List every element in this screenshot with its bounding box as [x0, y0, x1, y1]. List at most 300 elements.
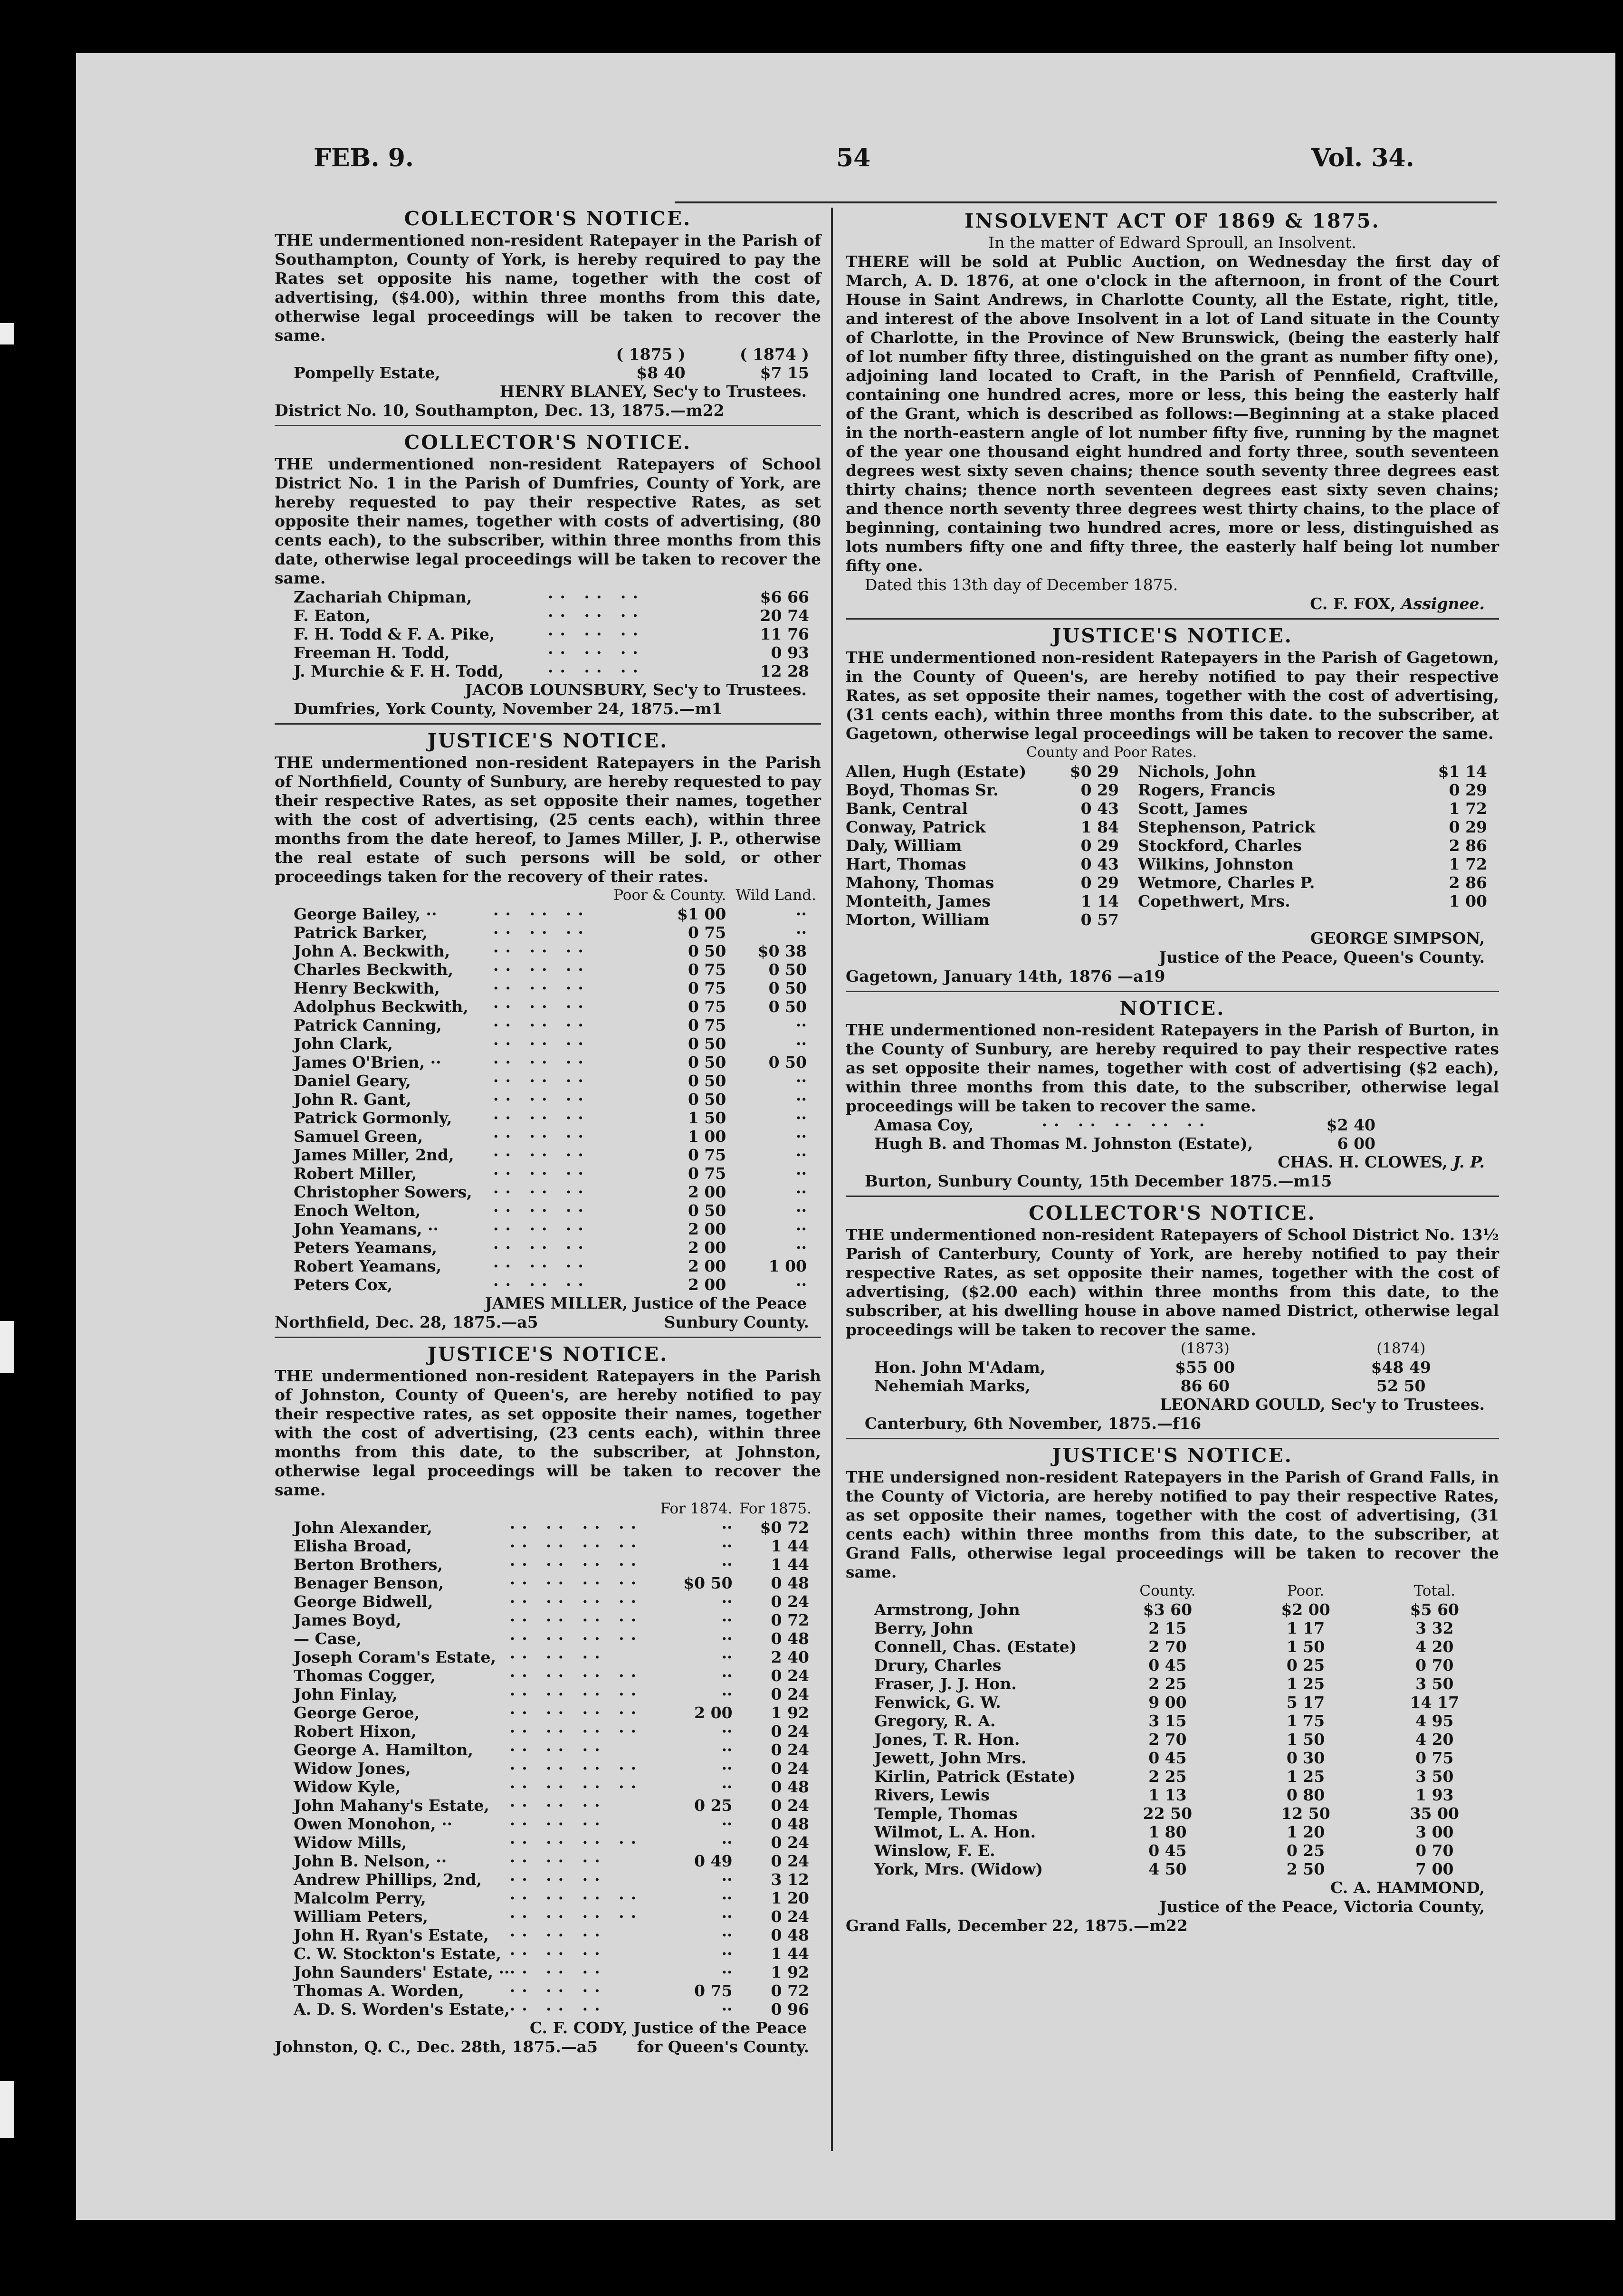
ratepayer-name: Patrick Barker,	[294, 923, 428, 942]
poor-county-rate: 0 50	[687, 1034, 726, 1053]
ratepayer-name: George Bidwell,	[294, 1592, 433, 1611]
notice-county: for Queen's County.	[637, 2038, 809, 2056]
wild-land-rate: ··	[796, 1164, 807, 1183]
rate-1874: ··	[721, 1926, 733, 1944]
rate-amount: 1 84	[1080, 818, 1119, 836]
rate-amount: 0 29	[1080, 836, 1119, 855]
ratepayer-name: James Boyd,	[294, 1611, 401, 1629]
ratepayer-name: John Saunders' Estate, ··	[294, 1963, 510, 1981]
ratepayer-name: Peters Cox,	[294, 1275, 393, 1294]
table-row	[275, 1071, 821, 1090]
ratepayer-name: Allen, Hugh (Estate)	[846, 762, 1027, 781]
rate-1874: ··	[721, 1870, 733, 1889]
wild-land-rate: ··	[796, 923, 807, 942]
rate-1873: $55 00	[1175, 1358, 1235, 1377]
rate-1873: 86 60	[1180, 1377, 1230, 1395]
newspaper-page	[76, 53, 1615, 2220]
table-row	[846, 836, 1499, 855]
poor-county-rate: 1 50	[687, 1109, 726, 1127]
wild-land-rate: ··	[796, 1034, 807, 1053]
table-row	[846, 1730, 1499, 1749]
leader-dots: ·· ·· ·· ··	[509, 1574, 643, 1592]
table-row	[846, 1860, 1499, 1878]
notice-body: THE undersigned non-resident Ratepayers in the Parish of Grand Falls, in the County of Victoria, are hereby notified to pay their respective Rates, as set opposite their names, together with the cost of advertising, (31 cents each) within three months from this date, to the subscriber, at Grand Falls, otherwise legal proceedings will be taken to recover the same.	[846, 1468, 1499, 1581]
rate-1874: ··	[721, 1778, 733, 1796]
leader-dots: ·· ·· ··	[493, 1146, 590, 1164]
table-row	[846, 1600, 1499, 1619]
leader-dots: ·· ·· ·· ··	[509, 1889, 643, 1907]
poor-county-rate: $1 00	[677, 905, 726, 923]
table-row	[846, 1134, 1499, 1153]
ratepayer-name: John Alexander,	[294, 1518, 432, 1537]
ratepayer-name: Temple, Thomas	[874, 1804, 1018, 1823]
ratepayer-name: Winslow, F. E.	[874, 1841, 995, 1860]
total-rate: 0 75	[1415, 1749, 1454, 1767]
rates-table	[275, 588, 821, 680]
poor-county-rate: 0 50	[687, 1053, 726, 1071]
wild-land-rate: ··	[796, 1016, 807, 1034]
poor-county-rate: 2 00	[687, 1275, 726, 1294]
county-rate: 2 25	[1148, 1767, 1187, 1786]
rate-amount: 0 29	[1449, 781, 1487, 799]
table-row	[275, 1833, 821, 1852]
leader-dots: ·· ·· ··	[493, 997, 590, 1016]
wild-land-rate: ··	[796, 1109, 807, 1127]
rate-1875: 0 24	[771, 1685, 809, 1703]
county-rate: 22 50	[1143, 1804, 1193, 1823]
ratepayer-name: Christopher Sowers,	[294, 1183, 472, 1201]
leader-dots: ·· ·· ··	[493, 979, 590, 997]
column-divider	[831, 208, 833, 2151]
total-rate: 3 50	[1415, 1767, 1454, 1786]
wild-land-rate: $0 38	[757, 942, 807, 960]
total-rate: 4 95	[1415, 1712, 1454, 1730]
table-row	[275, 1555, 821, 1574]
column-header-1875: ( 1875 )	[616, 345, 686, 364]
leader-dots: ·· ·· ·· ··	[509, 1778, 643, 1796]
wild-land-rate: ··	[796, 1238, 807, 1257]
rate-amount: 2 86	[1449, 836, 1487, 855]
ratepayer-name: Fraser, J. J. Hon.	[874, 1674, 1017, 1693]
total-rate: 14 17	[1410, 1693, 1459, 1712]
rate-1874: 2 00	[694, 1703, 733, 1722]
gagetown-justices-notice	[846, 624, 1499, 992]
table-row	[275, 1109, 821, 1127]
rate-1874: ··	[721, 1944, 733, 1963]
county-rate: 2 15	[1148, 1619, 1187, 1637]
ratepayer-name: John B. Nelson, ··	[294, 1852, 447, 1870]
rate-1874: 0 25	[694, 1796, 733, 1815]
dumfries-collectors-notice	[275, 431, 821, 725]
ratepayer-name: Owen Monohon, ··	[294, 1815, 453, 1833]
ratepayer-name: Andrew Phillips, 2nd,	[294, 1870, 482, 1889]
notice-title: JUSTICE'S NOTICE.	[1052, 624, 1293, 647]
ratepayer-name: Wilkins, Johnston	[1138, 855, 1294, 873]
rate-1874: ··	[721, 1907, 733, 1926]
wild-land-rate: 1 00	[768, 1257, 807, 1275]
table-row	[275, 1889, 821, 1907]
ratepayer-name: James Miller, 2nd,	[294, 1146, 454, 1164]
table-row	[275, 588, 821, 606]
rate-1874: ··	[721, 1722, 733, 1741]
table-row	[275, 1703, 821, 1722]
county-rate: 0 45	[1148, 1841, 1187, 1860]
ratepayer-name: F. H. Todd & F. A. Pike,	[294, 625, 495, 643]
poor-rate: 1 50	[1286, 1637, 1325, 1656]
table-row	[275, 1127, 821, 1146]
column-header-1873: (1873)	[1180, 1340, 1230, 1357]
column-header-total: Total.	[1413, 1582, 1456, 1599]
rate-1875: 0 72	[771, 1981, 809, 2000]
notice-signature: JACOB LOUNSBURY, Sec'y to Trustees.	[465, 680, 807, 699]
wild-land-rate: ··	[796, 1071, 807, 1090]
poor-county-rate: 0 75	[687, 979, 726, 997]
right-column	[846, 208, 1499, 1945]
leader-dots: ·· ·· ··	[509, 1852, 607, 1870]
ratepayer-name: John Yeamans, ··	[294, 1220, 439, 1238]
leader-dots: ·· ·· ··	[509, 1926, 607, 1944]
ratepayer-name: — Case,	[294, 1629, 362, 1648]
notice-title: COLLECTOR'S NOTICE.	[404, 431, 692, 454]
header-rule	[675, 201, 1497, 203]
table-row	[846, 1358, 1499, 1377]
notice-body: THE undermentioned non-resident Ratepayers in the Parish of Burton, in the County of Sunbury, are hereby required to pay their respective rates as set opposite their names, together with cost of advertising ($2 each), within three months from this date, to the subscriber, otherwise legal proceedings will be taken to recover the same.	[846, 1021, 1499, 1115]
ratepayer-name: Enoch Welton,	[294, 1201, 421, 1220]
southampton-collectors-notice	[275, 207, 821, 426]
table-row	[275, 1666, 821, 1685]
ratepayer-name: Bank, Central	[846, 799, 968, 818]
rate-1874: ··	[721, 1555, 733, 1574]
rate-amount: 0 29	[1080, 873, 1119, 892]
wild-land-rate: 0 50	[768, 979, 807, 997]
poor-rate: 0 80	[1286, 1786, 1325, 1804]
rates-table	[275, 1500, 821, 2019]
ratepayer-name: John A. Beckwith,	[294, 942, 450, 960]
ratepayer-name: Armstrong, John	[874, 1600, 1020, 1619]
notice-place-date: Canterbury, 6th November, 1875.—f16	[865, 1414, 1202, 1433]
rate-1875: 0 24	[771, 1833, 809, 1852]
table-row	[846, 799, 1499, 818]
table-row	[846, 1674, 1499, 1693]
ratepayer-name: York, Mrs. (Widow)	[874, 1860, 1043, 1878]
table-row	[275, 1648, 821, 1666]
table-row	[846, 1619, 1499, 1637]
wild-land-rate: 0 50	[768, 1053, 807, 1071]
ratepayer-name: Peters Yeamans,	[294, 1238, 438, 1257]
notice-body: THE undermentioned non-resident Ratepayers in the Parish of Johnston, County of Queen's, are hereby notified to pay their respective rates, as set opposite their names, together with the cost of advertising, (23 cents each), within three months from this date, to the subscriber, at Johnston, otherwise legal proceedings will be taken to recover the same.	[275, 1367, 821, 1499]
notice-place-date: Grand Falls, December 22, 1875.—m22	[846, 1916, 1188, 1935]
rate-1875: 0 24	[771, 1759, 809, 1778]
rate-1875: 0 48	[771, 1778, 809, 1796]
leader-dots: ·· ·· ··	[493, 923, 590, 942]
signature-name: C. F. FOX,	[1310, 594, 1396, 613]
signature-name: CHAS. H. CLOWES,	[1278, 1153, 1448, 1171]
ratepayer-name: John H. Ryan's Estate,	[294, 1926, 489, 1944]
ratepayer-name: William Peters,	[294, 1907, 429, 1926]
total-rate: 3 00	[1415, 1823, 1454, 1841]
leader-dots: ·· ·· ·· ·· ··	[1041, 1116, 1212, 1134]
table-row	[275, 997, 821, 1016]
table-row	[275, 1238, 821, 1257]
ratepayer-name: Drury, Charles	[874, 1656, 1002, 1674]
wild-land-rate: ··	[796, 1275, 807, 1294]
notice-signature: HENRY BLANEY, Sec'y to Trustees.	[499, 382, 807, 401]
ratepayer-name: Gregory, R. A.	[874, 1712, 996, 1730]
county-rate: 3 15	[1148, 1712, 1187, 1730]
ratepayer-name: Henry Beckwith,	[294, 979, 440, 997]
leader-dots: ·· ·· ·· ··	[509, 1833, 643, 1852]
ratepayer-name: Hugh B. and Thomas M. Johnston (Estate),	[874, 1134, 1253, 1153]
notice-place-date: Dumfries, York County, November 24, 1875.—m1	[294, 699, 723, 718]
leader-dots: ·· ·· ·· ··	[509, 1759, 643, 1778]
rate-1875: 0 72	[771, 1611, 809, 1629]
notice-title: JUSTICE'S NOTICE.	[427, 1343, 668, 1366]
ratepayer-name: Widow Mills,	[294, 1833, 407, 1852]
poor-county-rate: 0 75	[687, 923, 726, 942]
table-row	[275, 1870, 821, 1889]
rate-amount: 1 00	[1449, 892, 1487, 910]
rate-amount: 0 43	[1080, 855, 1119, 873]
poor-rate: 0 30	[1286, 1749, 1325, 1767]
rate-1874: 0 49	[694, 1852, 733, 1870]
rate-1874: ··	[721, 1759, 733, 1778]
poor-county-rate: 0 50	[687, 1071, 726, 1090]
poor-rate: 0 25	[1286, 1656, 1325, 1674]
table-row	[846, 818, 1499, 836]
notice-signature-title: Justice of the Peace, Victoria County,	[1159, 1897, 1485, 1916]
ratepayer-name: Thomas A. Worden,	[294, 1981, 464, 2000]
ratepayer-name: Freeman H. Todd,	[294, 643, 450, 662]
poor-county-rate: 0 75	[687, 960, 726, 979]
poor-rate: 1 20	[1286, 1823, 1325, 1841]
rate-1875: 1 44	[771, 1555, 809, 1574]
notice-place-date: Gagetown, January 14th, 1876 —a19	[846, 967, 1165, 985]
rates-table	[275, 886, 821, 1294]
rate-amount: $6 66	[760, 588, 809, 606]
wild-land-rate: ··	[796, 1220, 807, 1238]
ratepayer-name: Stephenson, Patrick	[1138, 818, 1316, 836]
leader-dots: ·· ·· ·· ··	[509, 1537, 643, 1555]
leader-dots: ·· ·· ··	[493, 1127, 590, 1146]
table-row	[846, 781, 1499, 799]
table-row	[275, 1778, 821, 1796]
table-row	[846, 910, 1499, 929]
column-header-1874: ( 1874 )	[739, 345, 809, 364]
signature-role: J. P.	[1453, 1153, 1485, 1171]
poor-rate: 5 17	[1286, 1693, 1325, 1712]
table-row	[846, 1841, 1499, 1860]
total-rate: 4 20	[1415, 1730, 1454, 1749]
leader-dots: ·· ·· ··	[493, 905, 590, 923]
table-row	[275, 1016, 821, 1034]
leader-dots: ·· ·· ·· ··	[509, 1703, 643, 1722]
wild-land-rate: ··	[796, 905, 807, 923]
table-row	[275, 979, 821, 997]
ratepayer-name: George Bailey, ··	[294, 905, 437, 923]
burton-notice	[846, 997, 1499, 1197]
scan-edge-tab	[0, 323, 14, 344]
rate-amount: $2 40	[1326, 1116, 1375, 1134]
leader-dots: ·· ·· ··	[493, 1238, 590, 1257]
table-row	[275, 1722, 821, 1741]
rate-amount: 0 29	[1449, 818, 1487, 836]
ratepayer-name: Charles Beckwith,	[294, 960, 454, 979]
table-row	[275, 1574, 821, 1592]
table-row	[275, 364, 821, 382]
leader-dots: ·· ·· ··	[509, 1981, 607, 2000]
ratepayer-name: Samuel Green,	[294, 1127, 423, 1146]
ratepayer-name: Nichols, John	[1138, 762, 1256, 781]
leader-dots: ·· ·· ·· ··	[509, 1629, 643, 1648]
leader-dots: ·· ·· ··	[493, 1034, 590, 1053]
rate-1875: $8 40	[636, 364, 686, 382]
ratepayer-name: Amasa Coy,	[874, 1116, 974, 1134]
ratepayer-name: John Finlay,	[294, 1685, 398, 1703]
rate-amount: $0 29	[1069, 762, 1119, 781]
notice-body: THE undermentioned non-resident Ratepayer in the Parish of Southampton, County of York, is hereby required to pay the Rates set opposite his name, together with the cost of advertising, ($4.00), within three months from this date, otherwise legal proceedings will be taken to recover the same.	[275, 231, 821, 344]
rate-1874: ··	[721, 1833, 733, 1852]
notice-title: COLLECTOR'S NOTICE.	[404, 207, 692, 230]
poor-county-rate: 0 50	[687, 1201, 726, 1220]
county-rate: 9 00	[1148, 1693, 1187, 1712]
rate-1874: 52 50	[1376, 1377, 1426, 1395]
leader-dots: ·· ·· ··	[493, 1220, 590, 1238]
ratepayer-name: Fenwick, G. W.	[874, 1693, 1001, 1712]
rate-1874: ··	[721, 1611, 733, 1629]
rate-amount: 0 43	[1080, 799, 1119, 818]
ratepayer-name: John R. Gant,	[294, 1090, 411, 1109]
table-row	[275, 1164, 821, 1183]
rate-1874: ··	[721, 1648, 733, 1666]
notice-county: Sunbury County.	[664, 1313, 809, 1331]
leader-dots: ·· ·· ··	[493, 1090, 590, 1109]
table-row	[275, 1815, 821, 1833]
johnston-justices-notice	[275, 1343, 821, 2061]
poor-county-rate: 0 75	[687, 1016, 726, 1034]
rate-amount: 0 29	[1080, 781, 1119, 799]
table-row	[275, 1759, 821, 1778]
table-row	[275, 1090, 821, 1109]
rate-1875: 2 40	[771, 1648, 809, 1666]
table-row	[275, 1201, 821, 1220]
leader-dots: ·· ·· ·· ··	[509, 1685, 643, 1703]
rate-amount	[1407, 910, 1499, 929]
ratepayer-name: Joseph Coram's Estate,	[294, 1648, 496, 1666]
rate-1874: 0 75	[694, 1981, 733, 2000]
table-row	[275, 1034, 821, 1053]
notice-place-date: Johnston, Q. C., Dec. 28th, 1875.—a5	[275, 2038, 598, 2056]
ratepayer-name: C. W. Stockton's Estate,	[294, 1944, 502, 1963]
poor-county-rate: 2 00	[687, 1238, 726, 1257]
total-rate: 0 70	[1415, 1841, 1454, 1860]
signature-role: Assignee.	[1401, 594, 1485, 613]
table-caption: County and Poor Rates.	[1026, 744, 1197, 761]
column-header-1874: For 1874.	[660, 1500, 733, 1517]
ratepayer-name: Nehemiah Marks,	[874, 1377, 1031, 1395]
ratepayer-name: Hon. John M'Adam,	[874, 1358, 1046, 1377]
ratepayer-name: Rivers, Lewis	[874, 1786, 990, 1804]
ratepayer-name: Conway, Patrick	[846, 818, 986, 836]
table-row	[846, 1116, 1499, 1134]
rate-amount: 0 57	[1080, 910, 1119, 929]
total-rate: 4 20	[1415, 1637, 1454, 1656]
rate-amount: 1 72	[1449, 855, 1487, 873]
leader-dots: ·· ·· ··	[509, 1815, 607, 1833]
ratepayer-name: Boyd, Thomas Sr.	[846, 781, 999, 799]
notice-body: THE undermentioned non-resident Ratepayers of School District No. 1 in the Parish of Dumfries, County of York, are hereby requested to pay their respective Rates, as set opposite their names, together with costs of advertising, (80 cents each), to the subscriber, within three months from this date, otherwise legal proceedings will be taken to recover the same.	[275, 455, 821, 587]
rate-1874: ··	[721, 1815, 733, 1833]
ratepayer-name: Berry, John	[874, 1619, 974, 1637]
scan-edge-tab	[0, 1321, 14, 1373]
ratepayer-name: F. Eaton,	[294, 606, 371, 625]
table-row	[275, 1685, 821, 1703]
leader-dots: ·· ·· ··	[548, 625, 645, 643]
notice-title: INSOLVENT ACT OF 1869 & 1875.	[964, 210, 1380, 232]
leader-dots: ·· ·· ··	[509, 1796, 607, 1815]
table-row	[846, 1749, 1499, 1767]
left-column	[275, 205, 821, 2066]
rates-table	[275, 345, 821, 382]
ratepayer-name: A. D. S. Worden's Estate,	[294, 2000, 510, 2019]
rate-1875: 3 12	[771, 1870, 809, 1889]
column-header-1875: For 1875.	[739, 1500, 812, 1517]
rate-1875: 0 24	[771, 1796, 809, 1815]
grand-falls-justices-notice	[846, 1444, 1499, 1940]
wild-land-rate: 0 50	[768, 960, 807, 979]
rate-amount: 11 76	[760, 625, 809, 643]
rate-1875: 0 24	[771, 1722, 809, 1741]
insolvent-act-notice	[846, 210, 1499, 620]
table-row	[275, 1963, 821, 1981]
ratepayer-name: Kirlin, Patrick (Estate)	[874, 1767, 1076, 1786]
wild-land-rate: ··	[796, 1146, 807, 1164]
leader-dots: ·· ·· ·· ··	[509, 1722, 643, 1741]
ratepayer-name: Jewett, John Mrs.	[874, 1749, 1027, 1767]
county-rate: 0 45	[1148, 1656, 1187, 1674]
notice-title: COLLECTOR'S NOTICE.	[1029, 1202, 1316, 1225]
leader-dots: ·· ·· ··	[493, 942, 590, 960]
leader-dots: ·· ·· ·· ··	[509, 1555, 643, 1574]
ratepayer-name: Connell, Chas. (Estate)	[874, 1637, 1077, 1656]
ratepayer-name: Zachariah Chipman,	[294, 588, 472, 606]
column-header-wild-land: Wild Land.	[735, 887, 816, 904]
notice-title: JUSTICE'S NOTICE.	[1052, 1444, 1293, 1467]
table-row	[846, 855, 1499, 873]
leader-dots: ·· ·· ··	[493, 1201, 590, 1220]
ratepayer-name: Robert Miller,	[294, 1164, 417, 1183]
table-row	[846, 873, 1499, 892]
poor-county-rate: 2 00	[687, 1220, 726, 1238]
ratepayer-name: Scott, James	[1138, 799, 1248, 818]
rate-1874: ··	[721, 1889, 733, 1907]
ratepayer-name: Monteith, James	[846, 892, 991, 910]
rate-1875: 0 48	[771, 1926, 809, 1944]
poor-county-rate: 0 50	[687, 1090, 726, 1109]
table-row	[275, 1852, 821, 1870]
wild-land-rate: ··	[796, 1127, 807, 1146]
leader-dots: ·· ·· ··	[493, 960, 590, 979]
county-rate: 1 80	[1148, 1823, 1187, 1841]
leader-dots: ·· ·· ·· ··	[509, 1592, 643, 1611]
leader-dots: ·· ·· ··	[493, 1109, 590, 1127]
rates-table	[846, 1116, 1499, 1153]
table-row	[275, 1220, 821, 1238]
table-row	[275, 1981, 821, 2000]
leader-dots: ·· ·· ··	[493, 1257, 590, 1275]
rate-1875: 1 44	[771, 1537, 809, 1555]
rate-1874: ··	[721, 1685, 733, 1703]
rate-1874: ··	[721, 1963, 733, 1981]
